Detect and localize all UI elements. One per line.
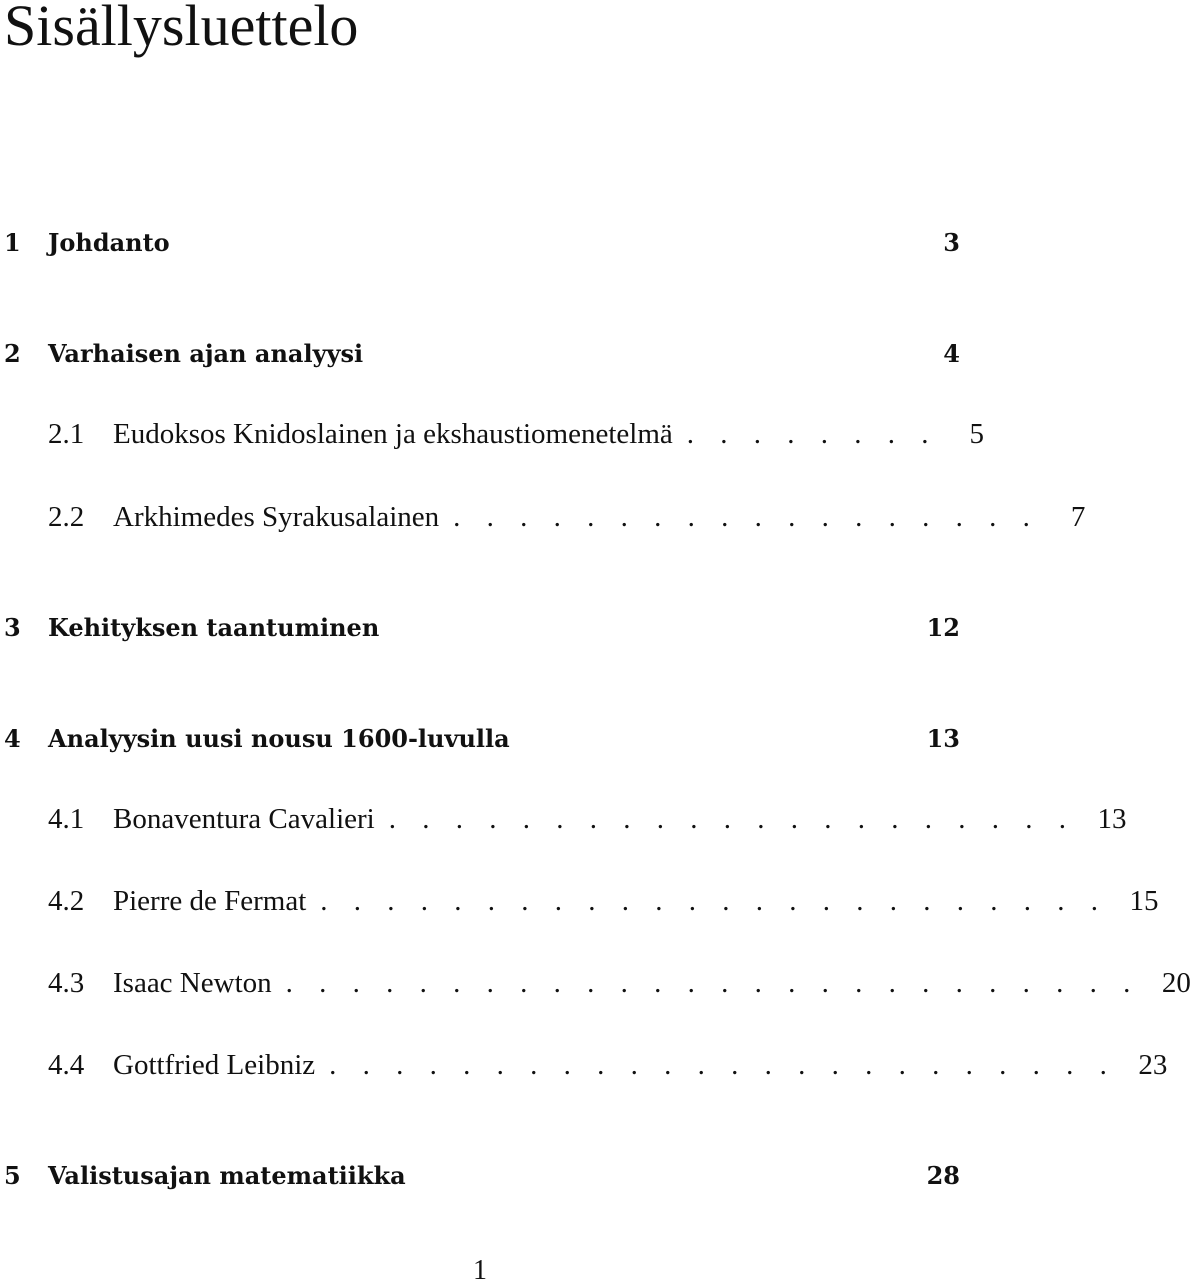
toc-chapter-4[interactable]: [4, 718, 960, 758]
toc-page-number: 28: [926, 1160, 960, 1190]
toc-number: 4.2: [48, 884, 85, 917]
toc-number: 4.3: [48, 966, 85, 999]
toc-page-number: 13: [926, 723, 960, 753]
toc-section-2-2[interactable]: [48, 497, 1086, 537]
toc-dot-leader: . . . . . . . .: [686, 418, 939, 450]
toc-title: Bonaventura Cavalieri: [113, 802, 375, 835]
toc-section-4-3[interactable]: [48, 963, 1191, 1003]
toc-number: 4.1: [48, 802, 85, 835]
toc-page-number: 4: [943, 338, 960, 368]
toc-page-number: 3: [943, 227, 960, 257]
toc-section-4-4[interactable]: [48, 1045, 1168, 1085]
toc-page-number: 20: [1161, 966, 1191, 999]
toc-dot-leader: . . . . . . . . . . . . . . . . . .: [453, 501, 1040, 533]
toc-section-4-2[interactable]: [48, 881, 1159, 921]
toc-title: Arkhimedes Syrakusalainen: [113, 500, 440, 533]
toc-page-number: 15: [1129, 884, 1159, 917]
toc-page-number: 13: [1097, 802, 1127, 835]
toc-number: 5: [4, 1160, 21, 1190]
toc-dot-leader: . . . . . . . . . . . . . . . . . . . . . . . .: [329, 1049, 1117, 1081]
toc-number: 2.1: [48, 417, 85, 450]
toc-number: 4: [4, 723, 21, 753]
toc-title: Varhaisen ajan analyysi: [48, 338, 364, 368]
toc-title: Valistusajan matematiikka: [48, 1160, 406, 1190]
toc-number: 2: [4, 338, 21, 368]
toc-page-number: 23: [1138, 1048, 1168, 1081]
toc-number: 3: [4, 612, 21, 642]
toc-page-number: 12: [926, 612, 960, 642]
toc-title: Pierre de Fermat: [113, 884, 307, 917]
toc-dot-leader: . . . . . . . . . . . . . . . . . . . . . . . .: [320, 885, 1108, 917]
toc-title: Kehityksen taantuminen: [48, 612, 380, 642]
toc-number: 2.2: [48, 500, 85, 533]
page-title: Sisällysluettelo: [4, 0, 359, 58]
toc-number: 1: [4, 227, 21, 257]
toc-title: Eudoksos Knidoslainen ja ekshaustiomenetelmä: [113, 417, 673, 450]
toc-title: Gottfried Leibniz: [113, 1048, 316, 1081]
toc-section-4-1[interactable]: [48, 799, 1127, 839]
toc-chapter-2[interactable]: [4, 333, 960, 373]
toc-title: Analyysin uusi nousu 1600-luvulla: [48, 723, 510, 753]
toc-dot-leader: . . . . . . . . . . . . . . . . . . . . .: [388, 803, 1076, 835]
toc-dot-leader: . . . . . . . . . . . . . . . . . . . . . . . . . .: [285, 967, 1140, 999]
toc-page-number: 5: [969, 417, 985, 450]
toc-chapter-5[interactable]: [4, 1155, 960, 1195]
toc-page-number: 7: [1070, 500, 1086, 533]
toc-number: 4.4: [48, 1048, 85, 1081]
toc-chapter-1[interactable]: [4, 222, 960, 262]
toc-title: Isaac Newton: [113, 966, 272, 999]
toc-title: Johdanto: [48, 227, 170, 257]
toc-chapter-3[interactable]: [4, 607, 960, 647]
toc-section-2-1[interactable]: [48, 414, 985, 454]
page-number: 1: [473, 1255, 487, 1286]
